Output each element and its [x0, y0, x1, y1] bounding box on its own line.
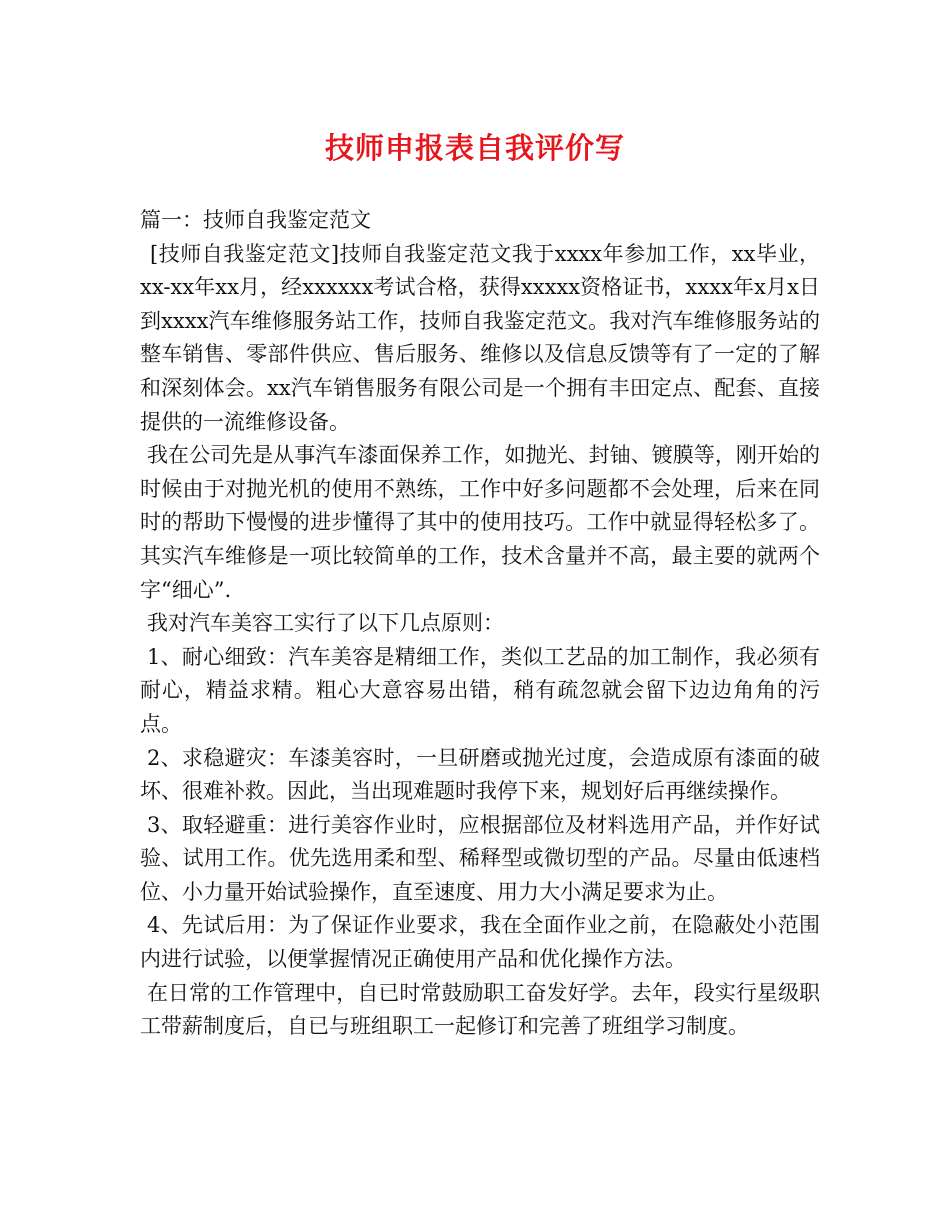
paragraph-principle-2: 2、求稳避灾：车漆美容时，一旦研磨或抛光过度，会造成原有漆面的破坏、很难补救。因此，当出现难题时我停下来，规划好后再继续操作。 — [140, 745, 820, 804]
paragraph-principle-1: 1、耐心细致：汽车美容是精细工作，类似工艺品的加工制作，我必须有耐心，精益求精。粗心大意容易出错，稍有疏忽就会留下边边角角的污点。 — [140, 644, 820, 736]
paragraph-principles-intro: 我对汽车美容工实行了以下几点原则： — [147, 611, 504, 636]
paragraph-management: 在日常的工作管理中，自已时常鼓励职工奋发好学。去年，段实行星级职工带薪制度后，自已与班组职工一起修订和完善了班组学习制度。 — [140, 980, 820, 1039]
paragraph-principle-3: 3、取轻避重：进行美容作业时，应根据部位及材料选用产品，并作好试验、试用工作。优先选用柔和型、稀释型或微切型的产品。尽量由低速档位、小力量开始试验操作，直至速度、用力大小满足要求为止。 — [140, 812, 820, 904]
document-body — [140, 204, 820, 1044]
document-title: 技师申报表自我评价写 — [324, 131, 625, 165]
paragraph-work-experience: 我在公司先是从事汽车漆面保养工作，如抛光、封铀、镀膜等，刚开始的时候由于对抛光机的使用不熟练，工作中好多问题都不会处理，后来在同时的帮助下慢慢的进步懂得了其中的使用技巧。工作中就显得轻松多了。其实汽车维修是一项比较简单的工作，技术含量并不高，最主要的就两个字“细心”. — [140, 443, 820, 602]
section-heading: 篇一：技师自我鉴定范文 — [140, 208, 371, 232]
paragraph-intro: [技师自我鉴定范文]技师自我鉴定范文我于xxxx年参加工作，xx毕业，xx-xx年xx月，经xxxxxx考试合格，获得xxxxx资格证书，xxxx年x月x日到xxxx汽车维修服务站工作，技师自我鉴定范文。我对汽车维修服务站的整车销售、零部件供应、售后服务、维修以及信息反馈等有了一定的了解和深刻体会。xx汽车销售服务有限公司是一个拥有丰田定点、配套、直接提供的一流维修设备。 — [140, 241, 820, 434]
paragraph-principle-4: 4、先试后用：为了保证作业要求，我在全面作业之前，在隐蔽处小范围内进行试验，以便掌握情况正确使用产品和优化操作方法。 — [140, 913, 820, 972]
